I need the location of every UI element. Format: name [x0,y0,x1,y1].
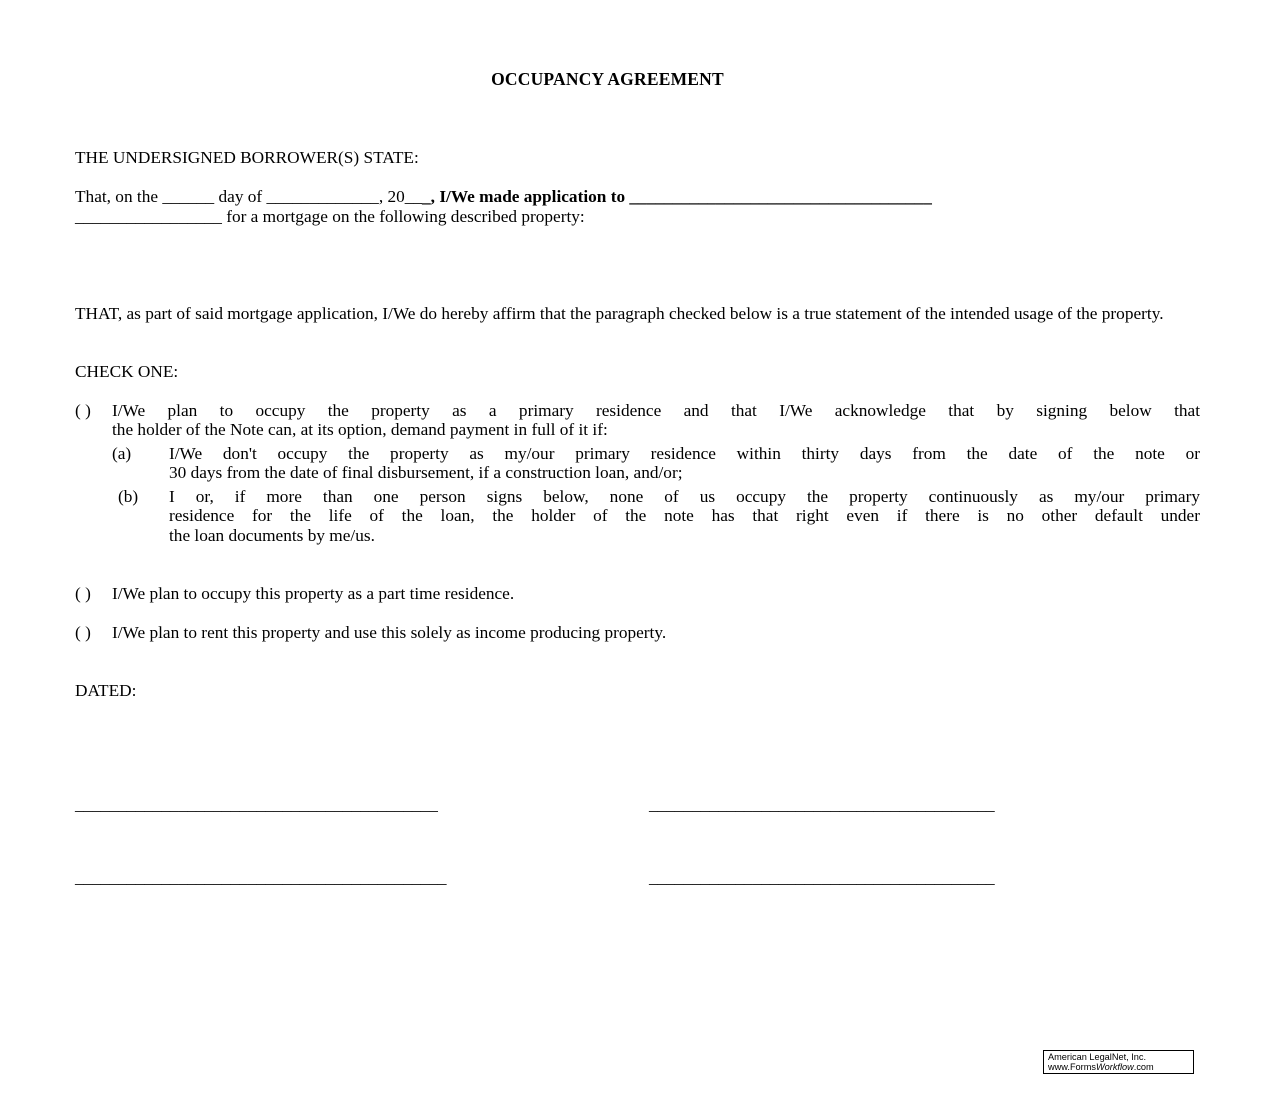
option-1-line-1: I/We plan to occupy the property as a primary residence and that I/We acknowledge that by signing below that [112,401,1200,420]
signature-line-3[interactable]: ___________________________________________ [75,868,447,887]
publisher-stamp [1043,1050,1194,1074]
document-title: OCCUPANCY AGREEMENT [491,69,724,89]
signature-line-1[interactable]: __________________________________________ [75,795,438,814]
check-one-label: CHECK ONE: [75,362,179,381]
subitem-a-label: (a) [112,444,132,463]
option-2-text: I/We plan to occupy this property as a part time residence. [112,584,515,603]
subitem-a-line-1: I/We don't occupy the property as my/our primary residence within thirty days from the date of the note or [169,444,1200,463]
option-2-checkbox[interactable]: ( ) [75,584,91,603]
signature-line-4[interactable]: ________________________________________ [649,868,995,887]
intro-line-1-part-c: _, I/We made application to ___________________________________ [422,187,932,206]
option-3-checkbox[interactable]: ( ) [75,623,91,642]
option-3-text: I/We plan to rent this property and use this solely as income producing property. [112,623,667,642]
subitem-b-line-1: I or, if more than one person signs below, none of us occupy the property continuously as my/our primary [169,487,1200,506]
intro-line-1-part-b: __ [404,187,423,206]
option-1-line-2: the holder of the Note can, at its option, demand payment in full of it if: [112,420,608,439]
intro-line-1 [75,187,932,206]
affirm-paragraph: THAT, as part of said mortgage application, I/We do hereby affirm that the paragraph checked below is a true statement of the intended usage of the property. [75,304,1164,323]
subitem-a-line-2: 30 days from the date of final disbursement, if a construction loan, and/or; [169,463,683,482]
dated-label: DATED: [75,681,137,700]
option-1-checkbox[interactable]: ( ) [75,401,91,420]
intro-line-2: _________________ for a mortgage on the following described property: [75,207,585,226]
subitem-b-line-2: residence for the life of the loan, the holder of the note has that right even if there is no other default under [169,506,1200,525]
intro-line-1-part-a: That, on the ______ day of _____________, 20 [75,187,405,206]
publisher-url: www.FormsWorkflow.com [1048,1062,1154,1072]
subitem-b-line-3: the loan documents by me/us. [169,526,375,545]
signature-line-2[interactable]: ________________________________________ [649,795,995,814]
publisher-name: American LegalNet, Inc. [1048,1052,1147,1062]
borrowers-heading: THE UNDERSIGNED BORROWER(S) STATE: [75,148,419,167]
subitem-b-label: (b) [118,487,139,506]
